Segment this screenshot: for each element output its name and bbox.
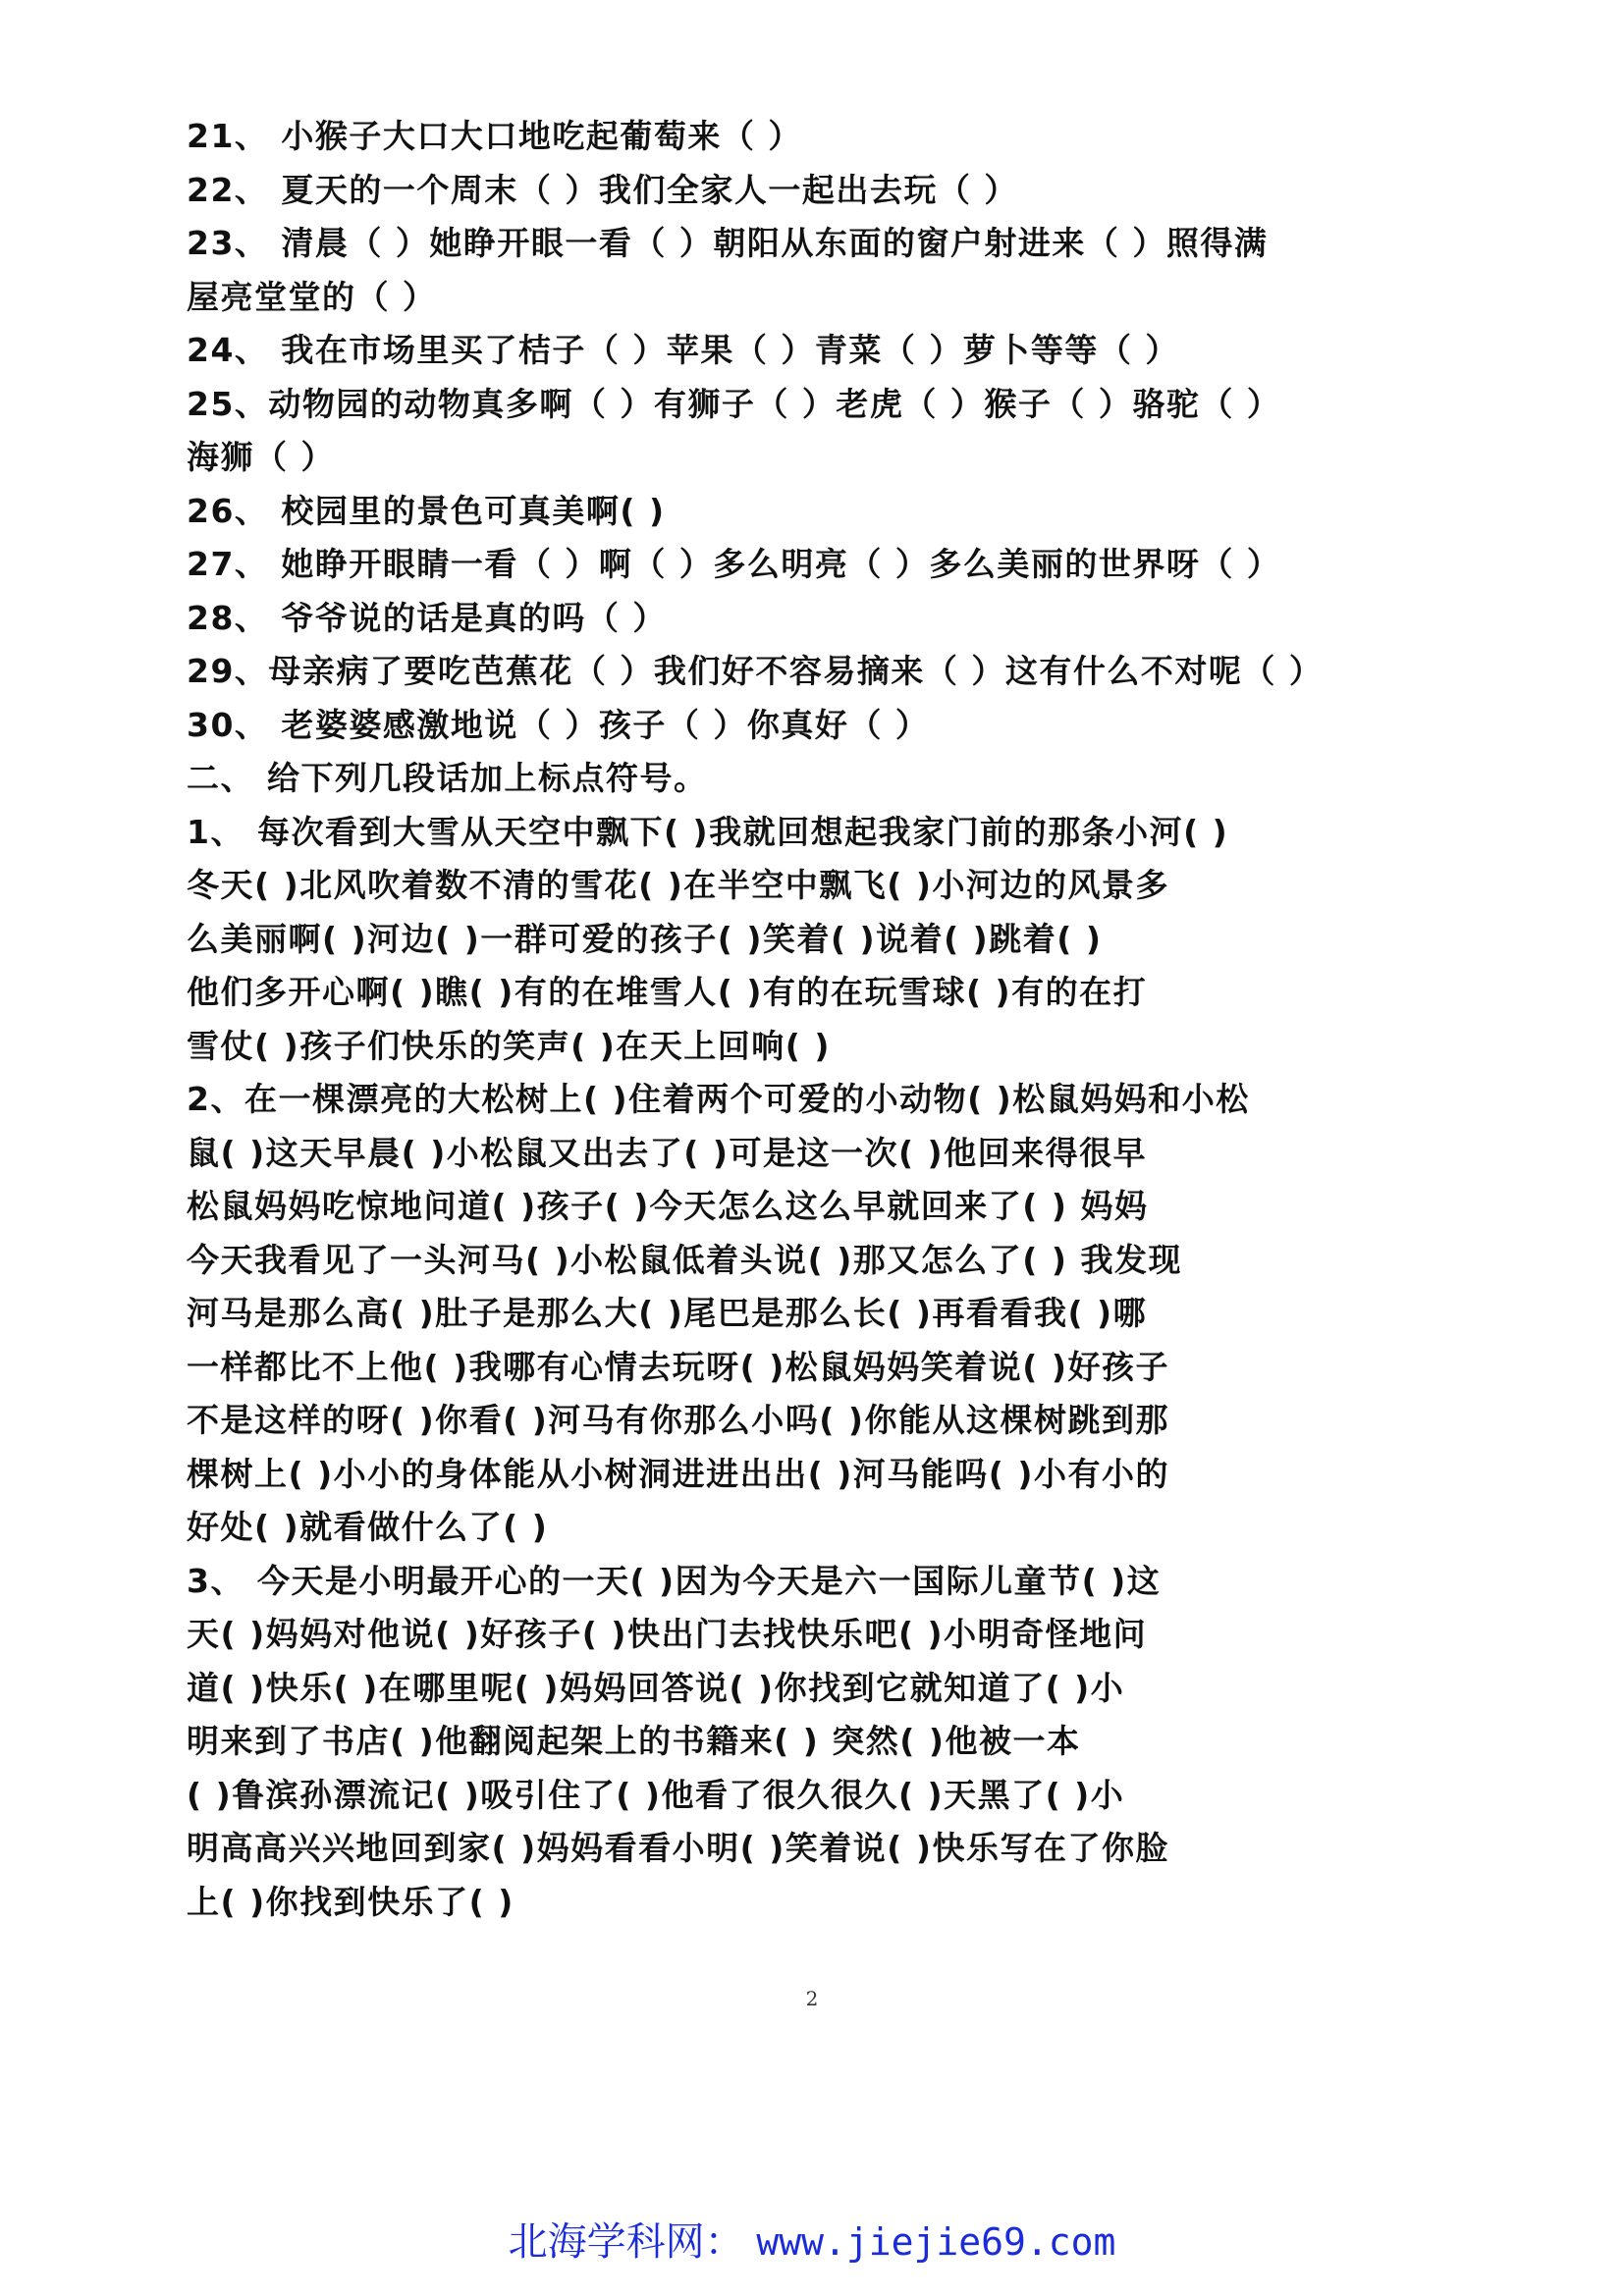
question-item <box>187 164 1448 218</box>
footer-url: www.jiejie69.com <box>756 2220 1116 2264</box>
passage-line: 明来到了书店( )他翻阅起架上的书籍来( ) 突然( )他被一本 <box>187 1722 1081 1760</box>
question-line: 27、 她睁开眼睛一看（ ）啊（ ）多么明亮（ ）多么美丽的世界呀（ ） <box>187 545 1281 583</box>
question-item <box>187 378 1448 485</box>
passage-line: ( )鲁滨孙漂流记( )吸引住了( )他看了很久很久( )天黑了( )小 <box>187 1775 1125 1814</box>
passage-line: 棵树上( )小小的身体能从小树洞进进出出( )河马能吗( )小有小的 <box>187 1454 1169 1493</box>
question-line: 29、母亲病了要吃芭蕉花（ ）我们好不容易摘来（ ）这有什么不对呢（ ） <box>187 652 1324 690</box>
passage-line: 天( )妈妈对他说( )好孩子( )快出门去找快乐吧( )小明奇怪地问 <box>187 1615 1148 1653</box>
question-item <box>187 538 1448 592</box>
passage-line: 明高高兴兴地回到家( )妈妈看看小明( )笑着说( )快乐写在了你脸 <box>187 1829 1169 1867</box>
question-line: 22、 夏天的一个周末（ ）我们全家人一起出去玩（ ） <box>187 170 1018 209</box>
question-item <box>187 592 1448 646</box>
passage-line: 好处( )就看做什么了( ) <box>187 1508 549 1546</box>
passage-line: 么美丽啊( )河边( )一群可爱的孩子( )笑着( )说着( )跳着( ) <box>187 919 1103 958</box>
passage-line: 3、 今天是小明最开心的一天( )因为今天是六一国际儿童节( )这 <box>187 1561 1162 1600</box>
question-line: 海狮（ ） <box>187 438 335 476</box>
passage-line: 冬天( )北风吹着数不清的雪花( )在半空中飘飞( )小河边的风景多 <box>187 866 1169 904</box>
passage-line: 今天我看见了一头河马( )小松鼠低着头说( )那又怎么了( ) 我发现 <box>187 1240 1182 1279</box>
worksheet-page <box>187 110 1448 1929</box>
question-line: 30、 老婆婆感激地说（ ）孩子（ ）你真好（ ） <box>187 705 930 744</box>
passage <box>187 1073 1448 1555</box>
passage <box>187 1555 1448 1930</box>
question-line: 28、 爷爷说的话是真的吗（ ） <box>187 598 667 637</box>
question-line: 屋亮堂堂的（ ） <box>187 277 437 316</box>
passage-list <box>187 806 1448 1930</box>
question-line: 26、 校园里的景色可真美啊( ) <box>187 491 666 530</box>
passage-line: 2、在一棵漂亮的大松树上( )住着两个可爱的小动物( )松鼠妈妈和小松 <box>187 1080 1250 1118</box>
question-line: 21、 小猴子大口大口地吃起葡萄来（ ） <box>187 117 802 155</box>
passage-line: 一样都比不上他( )我哪有心情去玩呀( )松鼠妈妈笑着说( )好孩子 <box>187 1347 1169 1386</box>
question-item <box>187 217 1448 324</box>
passage-line: 不是这样的呀( )你看( )河马有你那么小吗( )你能从这棵树跳到那 <box>187 1401 1169 1439</box>
page-number: 2 <box>805 1987 819 2010</box>
question-line: 25、动物园的动物真多啊（ ）有狮子（ ）老虎（ ）猴子（ ）骆驼（ ） <box>187 384 1281 423</box>
question-line: 23、 清晨（ ）她睁开眼一看（ ）朝阳从东面的窗户射进来（ ）照得满 <box>187 224 1269 262</box>
question-item <box>187 324 1448 378</box>
passage-line: 河马是那么高( )肚子是那么大( )尾巴是那么长( )再看看我( )哪 <box>187 1294 1148 1332</box>
question-line: 24、 我在市场里买了桔子（ ）苹果（ ）青菜（ ）萝卜等等（ ） <box>187 331 1179 369</box>
passage-line: 道( )快乐( )在哪里呢( )妈妈回答说( )你找到它就知道了( )小 <box>187 1668 1125 1707</box>
question-item <box>187 110 1448 164</box>
passage-line: 松鼠妈妈吃惊地问道( )孩子( )今天怎么这么早就回来了( ) 妈妈 <box>187 1187 1149 1225</box>
question-list <box>187 110 1448 752</box>
question-item <box>187 699 1448 753</box>
question-item <box>187 485 1448 539</box>
question-item <box>187 645 1448 699</box>
footer-site-name: 北海学科网： <box>508 2219 744 2265</box>
passage <box>187 806 1448 1074</box>
passage-line: 雪仗( )孩子们快乐的笑声( )在天上回响( ) <box>187 1026 831 1065</box>
section-title: 二、 给下列几段话加上标点符号。 <box>187 759 708 797</box>
passage-line: 鼠( )这天早晨( )小松鼠又出去了( )可是这一次( )他回来得很早 <box>187 1133 1148 1172</box>
passage-line: 1、 每次看到大雪从天空中飘下( )我就回想起我家门前的那条小河( ) <box>187 812 1229 851</box>
footer-watermark <box>0 2211 1624 2267</box>
passage-line: 上( )你找到快乐了( ) <box>187 1882 514 1921</box>
passage-line: 他们多开心啊( )瞧( )有的在堆雪人( )有的在玩雪球( )有的在打 <box>187 973 1148 1011</box>
